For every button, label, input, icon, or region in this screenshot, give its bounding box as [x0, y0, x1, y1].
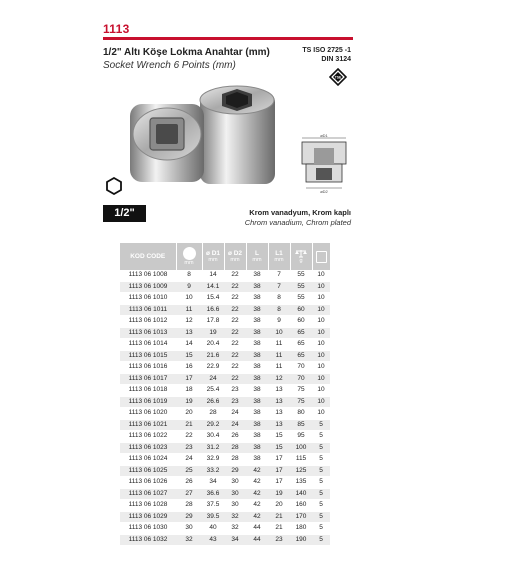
cell-code: 1113 06 1010	[120, 293, 176, 305]
cell-l1: 11	[268, 362, 290, 374]
table-row	[120, 511, 330, 523]
cell-code: 1113 06 1013	[120, 327, 176, 339]
material-english: Chrom vanadium, Chrom plated	[244, 218, 351, 227]
cell-d2: 22	[224, 350, 246, 362]
cell-d1: 40	[202, 523, 224, 535]
cell-d1: 14	[202, 270, 224, 281]
table-row	[120, 408, 330, 420]
col-header-l1-unit: mm	[274, 256, 284, 263]
cell-pack: 10	[312, 293, 330, 305]
table-row	[120, 350, 330, 362]
cell-pack: 10	[312, 281, 330, 293]
cell-d1: 34	[202, 477, 224, 489]
cell-pack: 10	[312, 385, 330, 397]
cell-d2: 24	[224, 419, 246, 431]
col-header-d2-label: ø D2	[227, 249, 243, 257]
cell-l: 38	[246, 442, 268, 454]
cell-l: 38	[246, 316, 268, 328]
socket-photo	[122, 82, 287, 199]
cell-d2: 32	[224, 523, 246, 535]
cell-code: 1113 06 1021	[120, 419, 176, 431]
cell-l1: 8	[268, 304, 290, 316]
cell-pack: 5	[312, 477, 330, 489]
cell-d2: 30	[224, 477, 246, 489]
table-row	[120, 304, 330, 316]
cell-code: 1113 06 1018	[120, 385, 176, 397]
cell-l: 42	[246, 488, 268, 500]
scale-icon	[295, 249, 307, 258]
cell-code: 1113 06 1029	[120, 511, 176, 523]
cell-weight: 70	[290, 362, 312, 374]
cell-pack: 10	[312, 316, 330, 328]
cell-size: 27	[176, 488, 202, 500]
cell-l1: 10	[268, 327, 290, 339]
cell-d1: 21.6	[202, 350, 224, 362]
col-header-weight	[290, 243, 312, 270]
col-header-d2-unit: mm	[230, 256, 240, 263]
col-header-l-label: L	[255, 249, 259, 257]
cell-d2: 23	[224, 385, 246, 397]
cell-l1: 13	[268, 385, 290, 397]
table-row	[120, 477, 330, 489]
cell-code: 1113 06 1020	[120, 408, 176, 420]
cell-l1: 11	[268, 350, 290, 362]
cell-pack: 10	[312, 350, 330, 362]
cell-weight: 70	[290, 373, 312, 385]
cell-l: 38	[246, 408, 268, 420]
cell-code: 1113 06 1012	[120, 316, 176, 328]
cell-d2: 24	[224, 408, 246, 420]
title-turkish: 1/2" Altı Köşe Lokma Anahtar (mm)	[103, 47, 270, 58]
table-row	[120, 442, 330, 454]
cell-weight: 190	[290, 534, 312, 546]
cell-size: 21	[176, 419, 202, 431]
table-row	[120, 454, 330, 466]
cert-mark-text: TSE	[334, 75, 342, 80]
col-header-l1-label: L1	[275, 249, 283, 257]
cell-size: 30	[176, 523, 202, 535]
cell-d1: 26.6	[202, 396, 224, 408]
cell-size: 8	[176, 270, 202, 281]
col-header-l-unit: mm	[252, 256, 262, 263]
cell-weight: 55	[290, 281, 312, 293]
table-row	[120, 396, 330, 408]
header-rule	[103, 37, 353, 40]
cell-l1: 12	[268, 373, 290, 385]
cell-l: 38	[246, 431, 268, 443]
cell-d1: 43	[202, 534, 224, 546]
table-row	[120, 500, 330, 512]
cell-l1: 15	[268, 431, 290, 443]
table-row	[120, 316, 330, 328]
cell-pack: 10	[312, 373, 330, 385]
table-row	[120, 465, 330, 477]
table-header-row	[120, 243, 330, 270]
socket-dimension-diagram	[296, 132, 352, 194]
cell-weight: 135	[290, 477, 312, 489]
cell-pack: 5	[312, 454, 330, 466]
drive-size-badge: 1/2"	[103, 205, 146, 222]
cell-l: 38	[246, 362, 268, 374]
cell-size: 22	[176, 431, 202, 443]
cell-weight: 65	[290, 327, 312, 339]
cell-weight: 75	[290, 396, 312, 408]
cell-size: 24	[176, 454, 202, 466]
cell-code: 1113 06 1017	[120, 373, 176, 385]
cell-l: 38	[246, 281, 268, 293]
cell-size: 10	[176, 293, 202, 305]
cell-l: 38	[246, 385, 268, 397]
table-row	[120, 270, 330, 281]
cell-d1: 16.6	[202, 304, 224, 316]
cell-l1: 21	[268, 523, 290, 535]
cell-l1: 13	[268, 396, 290, 408]
cell-l: 42	[246, 511, 268, 523]
cell-code: 1113 06 1032	[120, 534, 176, 546]
cell-l1: 17	[268, 477, 290, 489]
cell-size: 11	[176, 304, 202, 316]
cell-d2: 22	[224, 293, 246, 305]
cell-l1: 13	[268, 408, 290, 420]
cell-l1: 17	[268, 454, 290, 466]
cell-pack: 5	[312, 442, 330, 454]
cell-d2: 22	[224, 327, 246, 339]
cell-weight: 95	[290, 431, 312, 443]
cell-weight: 140	[290, 488, 312, 500]
cell-code: 1113 06 1016	[120, 362, 176, 374]
cell-d1: 28	[202, 408, 224, 420]
table-row	[120, 534, 330, 546]
col-header-pack	[312, 243, 330, 270]
cell-weight: 55	[290, 270, 312, 281]
cell-pack: 5	[312, 431, 330, 443]
table-row	[120, 488, 330, 500]
table-row	[120, 327, 330, 339]
col-header-size-unit: mm	[184, 259, 194, 266]
cell-l: 42	[246, 477, 268, 489]
cell-weight: 55	[290, 293, 312, 305]
cell-d2: 28	[224, 454, 246, 466]
cell-d2: 22	[224, 339, 246, 351]
material-turkish: Krom vanadyum, Krom kaplı	[249, 208, 351, 217]
cell-l: 44	[246, 534, 268, 546]
diagram-label-d1: øD1	[320, 133, 328, 138]
cell-weight: 115	[290, 454, 312, 466]
cell-d2: 30	[224, 488, 246, 500]
cell-d1: 29.2	[202, 419, 224, 431]
col-header-code	[120, 243, 176, 270]
cell-d2: 34	[224, 534, 246, 546]
cell-size: 18	[176, 385, 202, 397]
cell-size: 15	[176, 350, 202, 362]
cell-d1: 24	[202, 373, 224, 385]
cell-d1: 14.1	[202, 281, 224, 293]
cell-d1: 30.4	[202, 431, 224, 443]
table-row	[120, 281, 330, 293]
cell-pack: 10	[312, 339, 330, 351]
cell-pack: 5	[312, 523, 330, 535]
cell-code: 1113 06 1030	[120, 523, 176, 535]
cell-code: 1113 06 1024	[120, 454, 176, 466]
cell-code: 1113 06 1025	[120, 465, 176, 477]
cell-code: 1113 06 1011	[120, 304, 176, 316]
cell-d2: 22	[224, 373, 246, 385]
cell-weight: 60	[290, 316, 312, 328]
cell-pack: 10	[312, 270, 330, 281]
table-row	[120, 362, 330, 374]
cell-d2: 22	[224, 270, 246, 281]
cell-weight: 160	[290, 500, 312, 512]
cell-d2: 22	[224, 304, 246, 316]
col-header-code-label: KOD CODE	[130, 253, 166, 260]
spec-table-body	[120, 270, 330, 546]
cell-d2: 22	[224, 281, 246, 293]
cell-size: 12	[176, 316, 202, 328]
cell-pack: 5	[312, 511, 330, 523]
table-row	[120, 339, 330, 351]
cell-l1: 17	[268, 465, 290, 477]
circle-icon	[183, 247, 196, 260]
table-row	[120, 523, 330, 535]
cell-l1: 21	[268, 511, 290, 523]
cell-d1: 37.5	[202, 500, 224, 512]
cell-d2: 32	[224, 511, 246, 523]
cell-l: 38	[246, 396, 268, 408]
cell-size: 29	[176, 511, 202, 523]
col-header-size	[176, 243, 202, 270]
cell-size: 19	[176, 396, 202, 408]
cell-pack: 5	[312, 500, 330, 512]
cell-d1: 36.6	[202, 488, 224, 500]
table-row	[120, 373, 330, 385]
cell-l: 38	[246, 304, 268, 316]
table-row	[120, 431, 330, 443]
cell-d1: 31.2	[202, 442, 224, 454]
col-header-d1-unit: mm	[208, 256, 218, 263]
cell-size: 16	[176, 362, 202, 374]
cell-d2: 23	[224, 396, 246, 408]
cell-l: 42	[246, 500, 268, 512]
cell-d1: 25.4	[202, 385, 224, 397]
cell-l: 38	[246, 293, 268, 305]
cell-size: 28	[176, 500, 202, 512]
cell-l1: 13	[268, 419, 290, 431]
cell-weight: 125	[290, 465, 312, 477]
cell-l: 38	[246, 419, 268, 431]
cell-pack: 5	[312, 488, 330, 500]
cell-l1: 11	[268, 339, 290, 351]
cell-weight: 180	[290, 523, 312, 535]
cell-code: 1113 06 1015	[120, 350, 176, 362]
cell-size: 23	[176, 442, 202, 454]
cell-pack: 5	[312, 465, 330, 477]
cell-l1: 23	[268, 534, 290, 546]
cell-size: 13	[176, 327, 202, 339]
diagram-label-d2: øD2	[320, 189, 328, 194]
cell-d2: 30	[224, 500, 246, 512]
cell-code: 1113 06 1028	[120, 500, 176, 512]
cell-l: 38	[246, 373, 268, 385]
cell-weight: 75	[290, 385, 312, 397]
cell-d1: 22.9	[202, 362, 224, 374]
cell-d1: 33.2	[202, 465, 224, 477]
cell-weight: 65	[290, 339, 312, 351]
cell-d1: 39.5	[202, 511, 224, 523]
cell-l: 38	[246, 327, 268, 339]
standard-din: DIN 3124	[321, 56, 351, 63]
col-header-weight-unit: g	[299, 257, 303, 264]
cell-d2: 26	[224, 431, 246, 443]
cell-l: 38	[246, 339, 268, 351]
cell-code: 1113 06 1009	[120, 281, 176, 293]
cell-d1: 17.8	[202, 316, 224, 328]
cell-weight: 65	[290, 350, 312, 362]
cell-code: 1113 06 1022	[120, 431, 176, 443]
cell-size: 9	[176, 281, 202, 293]
cell-pack: 10	[312, 362, 330, 374]
title-english: Socket Wrench 6 Points (mm)	[103, 60, 236, 71]
cell-size: 20	[176, 408, 202, 420]
cell-l: 38	[246, 454, 268, 466]
cell-pack: 10	[312, 396, 330, 408]
cell-code: 1113 06 1027	[120, 488, 176, 500]
cell-d2: 22	[224, 362, 246, 374]
cell-l1: 7	[268, 281, 290, 293]
col-header-d1	[202, 243, 224, 270]
product-code: 1113	[103, 22, 130, 36]
cell-code: 1113 06 1023	[120, 442, 176, 454]
col-header-d2	[224, 243, 246, 270]
table-row	[120, 419, 330, 431]
cell-l: 44	[246, 523, 268, 535]
col-header-d1-label: ø D1	[205, 249, 221, 257]
cell-pack: 10	[312, 327, 330, 339]
tse-cert-icon	[329, 68, 347, 86]
cell-l1: 9	[268, 316, 290, 328]
cell-l: 38	[246, 270, 268, 281]
standard-ts-iso: TS ISO 2725 -1	[302, 47, 351, 54]
cell-code: 1113 06 1026	[120, 477, 176, 489]
cell-weight: 170	[290, 511, 312, 523]
table-row	[120, 293, 330, 305]
cell-l1: 19	[268, 488, 290, 500]
cell-pack: 10	[312, 304, 330, 316]
cell-weight: 60	[290, 304, 312, 316]
cell-size: 14	[176, 339, 202, 351]
cell-weight: 80	[290, 408, 312, 420]
cell-d1: 20.4	[202, 339, 224, 351]
cell-size: 17	[176, 373, 202, 385]
table-row	[120, 385, 330, 397]
col-header-l	[246, 243, 268, 270]
cell-d2: 22	[224, 316, 246, 328]
cell-l1: 20	[268, 500, 290, 512]
cell-d1: 15.4	[202, 293, 224, 305]
box-icon	[316, 251, 327, 263]
cell-size: 25	[176, 465, 202, 477]
cell-weight: 85	[290, 419, 312, 431]
cell-d2: 28	[224, 442, 246, 454]
cell-pack: 5	[312, 419, 330, 431]
cell-pack: 5	[312, 534, 330, 546]
cell-code: 1113 06 1019	[120, 396, 176, 408]
cell-d2: 29	[224, 465, 246, 477]
cell-l: 38	[246, 350, 268, 362]
cell-d1: 19	[202, 327, 224, 339]
hex-6point-icon	[105, 177, 123, 195]
cell-size: 26	[176, 477, 202, 489]
cell-code: 1113 06 1014	[120, 339, 176, 351]
cell-size: 32	[176, 534, 202, 546]
cell-l1: 8	[268, 293, 290, 305]
cell-code: 1113 06 1008	[120, 270, 176, 281]
col-header-l1	[268, 243, 290, 270]
cell-weight: 100	[290, 442, 312, 454]
cell-l: 42	[246, 465, 268, 477]
cell-l1: 7	[268, 270, 290, 281]
spec-table	[120, 243, 331, 546]
cell-l1: 15	[268, 442, 290, 454]
cell-d1: 32.9	[202, 454, 224, 466]
cell-pack: 10	[312, 408, 330, 420]
